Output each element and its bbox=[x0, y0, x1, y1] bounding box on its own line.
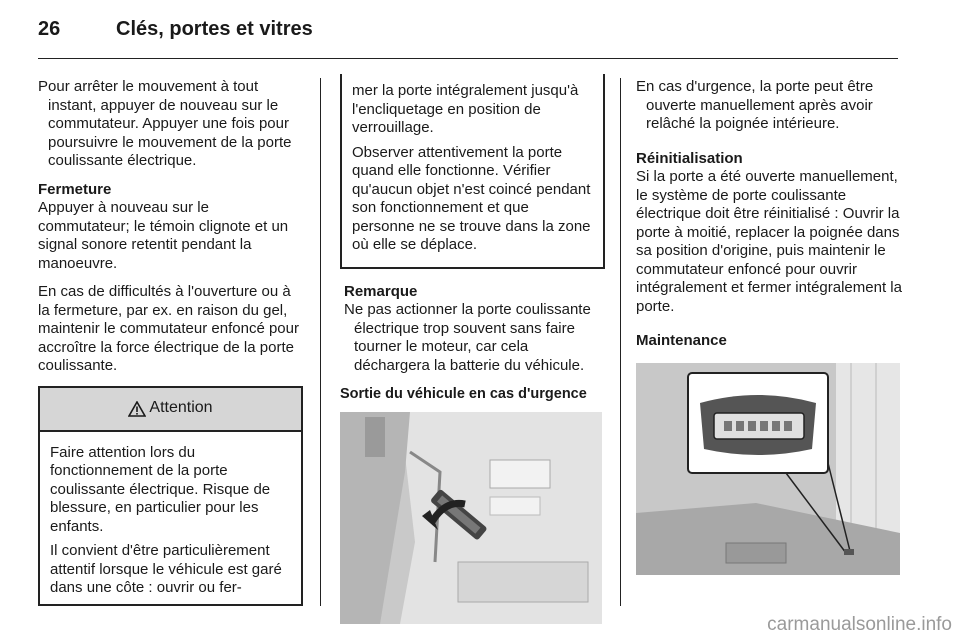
chapter-title: Clés, portes et vitres bbox=[116, 18, 313, 40]
header-divider bbox=[38, 58, 898, 59]
note-heading: Remarque bbox=[344, 282, 418, 300]
attention-header bbox=[40, 388, 301, 432]
attention-paragraph-1: Faire attention lors du fonctionnement de la porte coulissante électrique. Risque de blessure, en particulier pour les enfants. bbox=[50, 443, 271, 535]
attention-box-continued bbox=[340, 74, 605, 269]
heading-fermeture: Fermeture bbox=[38, 180, 112, 198]
heading-reinitialisation: Réinitialisation bbox=[636, 149, 743, 167]
emergency-release-illustration bbox=[340, 412, 602, 624]
attention-label: Attention bbox=[149, 399, 213, 417]
heading-maintenance: Maintenance bbox=[636, 332, 727, 349]
page-number: 26 bbox=[38, 18, 61, 40]
column-2 bbox=[340, 74, 605, 629]
page-header bbox=[38, 18, 313, 48]
paragraph-fermeture: Appuyer à nouveau sur le commutateur; le témoin clignote et un signal sonore retentit pendant la manoeuvre. bbox=[38, 199, 289, 272]
attention-paragraph-2: Il convient d'être particulièrement attentif lorsque le véhicule est garé dans une côte : ouvrir ou fer- bbox=[50, 542, 282, 596]
paragraph-emergency-open: En cas d'urgence, la porte peut être ouverte manuellement après avoir relâché la poignée intérieure. bbox=[636, 78, 874, 132]
paragraph-stop-movement: Pour arrêter le mouvement à tout instant, appuyer de nouveau sur le commutateur. Appuyer une fois pour poursuivre le mouvement de la porte coulissante électrique. bbox=[38, 78, 292, 169]
column-divider-2 bbox=[620, 78, 621, 606]
watermark: carmanualsonline.info bbox=[767, 614, 952, 635]
paragraph-difficulties: En cas de difficultés à l'ouverture ou à la fermeture, par ex. en raison du gel, maintenir le commutateur enfoncé pour accroître la force électrique de la porte coulissante. bbox=[38, 283, 299, 374]
warning-icon bbox=[128, 401, 146, 417]
note-text: Ne pas actionner la porte coulissante électrique trop souvent sans faire tourner le moteur, car cela déchargera la batterie du véhicule. bbox=[344, 301, 591, 374]
column-3 bbox=[636, 78, 902, 580]
note-block bbox=[340, 283, 605, 376]
paragraph-reinitialisation: Si la porte a été ouverte manuellement, le système de porte coulissante électrique doit être réinitialisé : Ouvrir la porte à moitié, replacer la poignée dans sa position d'origine, puis maintenir le commutateur enfoncé pour ouvrir intégralement et fermer intégralement la porte. bbox=[636, 168, 902, 315]
maintenance-connector-illustration bbox=[636, 363, 900, 575]
section-title-emergency: Sortie du véhicule en cas d'urgence bbox=[340, 386, 587, 402]
attention-continued-1: mer la porte intégralement jusqu'à l'encliquetage en position de verrouillage. bbox=[352, 82, 579, 136]
column-1 bbox=[38, 78, 303, 606]
attention-box bbox=[38, 386, 303, 606]
column-divider-1 bbox=[320, 78, 321, 606]
attention-continued-2: Observer attentivement la porte quand elle fonctionne. Vérifier qu'aucun objet n'est coincé pendant son fonctionnement et que personne ne se trouve dans la zone où elle se déplace. bbox=[352, 143, 591, 253]
